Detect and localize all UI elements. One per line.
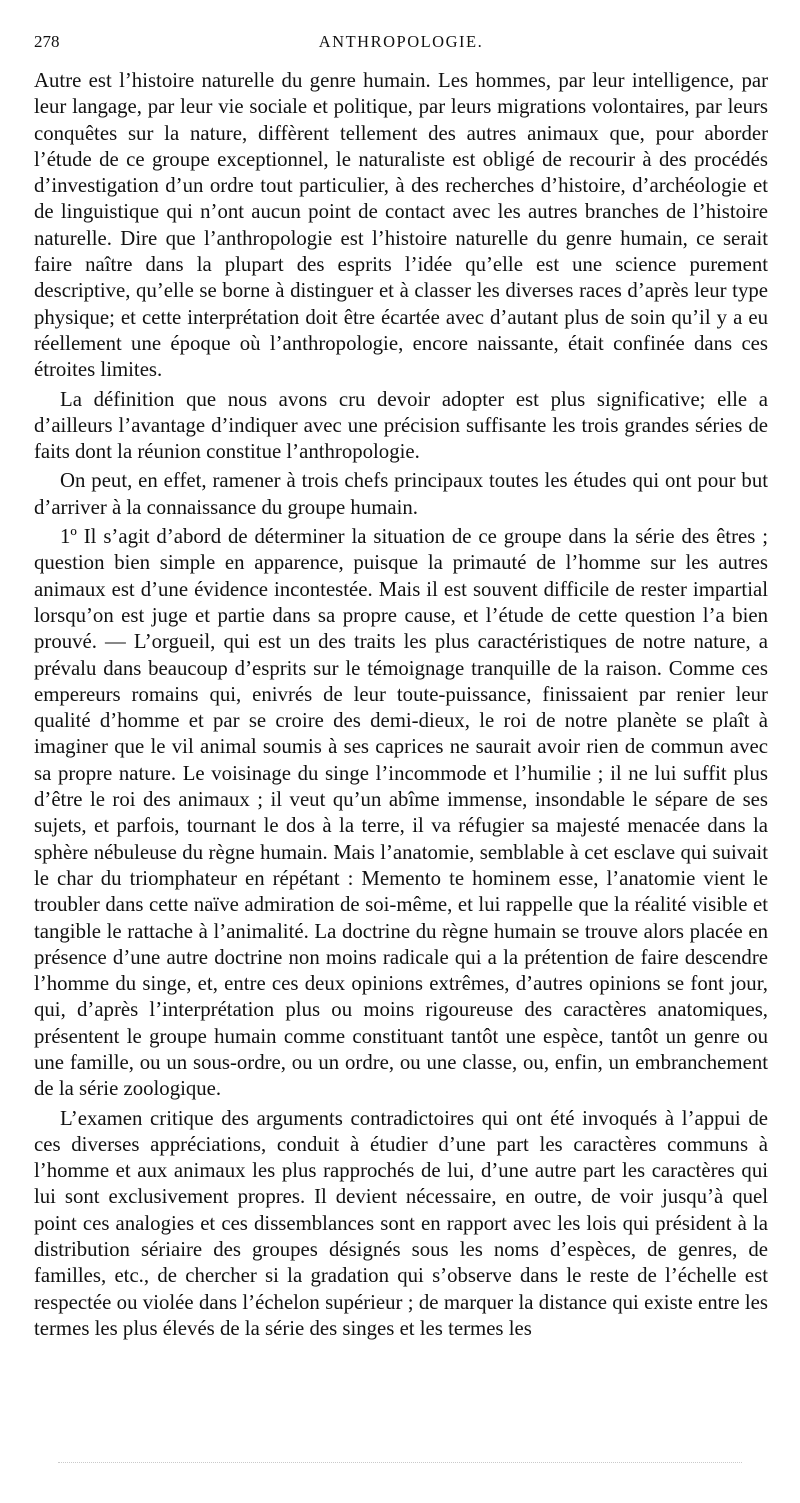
bleed-through-dots [58,1462,742,1469]
document-page [34,28,768,1342]
page-header [34,28,768,54]
running-title: ANTHROPOLOGIE. [318,32,484,51]
body-text [34,68,768,1342]
paragraph: Autre est l’histoire naturelle du genre humain. Les hommes, par leur intelligence, par leur langage, par leur vie sociale et politique, par leurs migrations volontaires, par leurs conquêtes sur la nature, diffèrent tellement des autres animaux que, pour aborder l’étude de ce groupe exceptionnel, le naturaliste est obligé de recourir à des procédés d’investigation d’un ordre tout particulier, à des recherches d’histoire, d’archéologie et de linguistique qui n’ont aucun point de contact avec les autres branches de l’histoire naturelle. Dire que l’anthropologie est l’histoire naturelle du genre humain, ce serait faire naître dans la plupart des esprits l’idée qu’elle est une science purement descriptive, qu’elle se borne à distinguer et à classer les diverses races d’après leur type physique; et cette interprétation doit être écartée avec d’autant plus de soin qu’il y a eu réellement une époque où l’anthropologie, encore naissante, était confinée dans ces étroites limites. [34,69,768,382]
paragraph: L’examen critique des arguments contradictoires qui ont été invoqués à l’appui de ces diverses appréciations, conduit à étudier d’une part les caractères communs à l’homme et aux animaux les plus rapprochés de lui, d’une autre part les caractères qui lui sont exclusivement propres. Il devient nécessaire, en outre, de voir jusqu’à quel point ces analogies et ces dissemblances sont en rapport avec les lois qui président à la distribution sériaire des groupes désignés sous les noms d’espèces, de genres, de familles, etc., de chercher si la gradation qui s’observe dans le reste de l’échelle est respectée ou violée dans l’échelon supérieur ; de marquer la distance qui existe entre les termes les plus élevés de la série des singes et les termes les [34,1106,768,1340]
paragraph: 1º Il s’agit d’abord de déterminer la situation de ce groupe dans la série des êtres ; question bien simple en apparence, puisque la primauté de l’homme sur les autres animaux est d’une évidence incontestée. Mais il est souvent difficile de rester impartial lorsqu’on est juge et partie dans sa propre cause, et l’étude de cette question l’a bien prouvé. — L’orgueil, qui est un des traits les plus caractéristiques de notre nature, a prévalu dans beaucoup d’esprits sur le témoignage tranquille de la raison. Comme ces empereurs romains qui, enivrés de leur toute-puissance, finissaient par renier leur qualité d’homme et par se croire des demi-dieux, le roi de notre planète se plaît à imaginer que le vil animal soumis à ses caprices ne saurait avoir rien de commun avec sa propre nature. Le voisinage du singe l’incommode et l’humilie ; il ne lui suffit plus d’être le roi des animaux ; il veut qu’un abîme immense, insondable le sépare de ses sujets, et parfois, tournant le dos à la terre, il va réfugier sa majesté menacée dans la sphère nébuleuse du règne humain. Mais l’anatomie, semblable à cet esclave qui suivait le char du triomphateur en répétant : Memento te hominem esse, l’anatomie vient le troubler dans cette naïve admiration de soi-même, et lui rappelle que la réalité visible et tangible le rattache à l’animalité. La doctrine du règne humain se trouve alors placée en présence d’une autre doctrine non moins radicale qui a la prétention de faire descendre l’homme du singe, et, entre ces deux opinions extrêmes, d’autres opinions se font jour, qui, d’après l’interprétation plus ou moins rigoureuse des caractères anatomiques, présentent le groupe humain comme constituant tantôt une espèce, tantôt un genre ou une famille, ou un sous-ordre, ou un ordre, ou une classe, ou, enfin, un embranchement de la série zoologique. [34,525,768,1101]
paragraph: On peut, en effet, ramener à trois chefs principaux toutes les études qui ont pour but d’arriver à la connaissance du groupe humain. [34,469,768,519]
page-number: 278 [34,32,60,51]
paragraph: La définition que nous avons cru devoir adopter est plus significative; elle a d’ailleurs l’avantage d’indiquer avec une précision suffisante les trois grandes séries de faits dont la réunion constitue l’anthropologie. [34,387,768,464]
